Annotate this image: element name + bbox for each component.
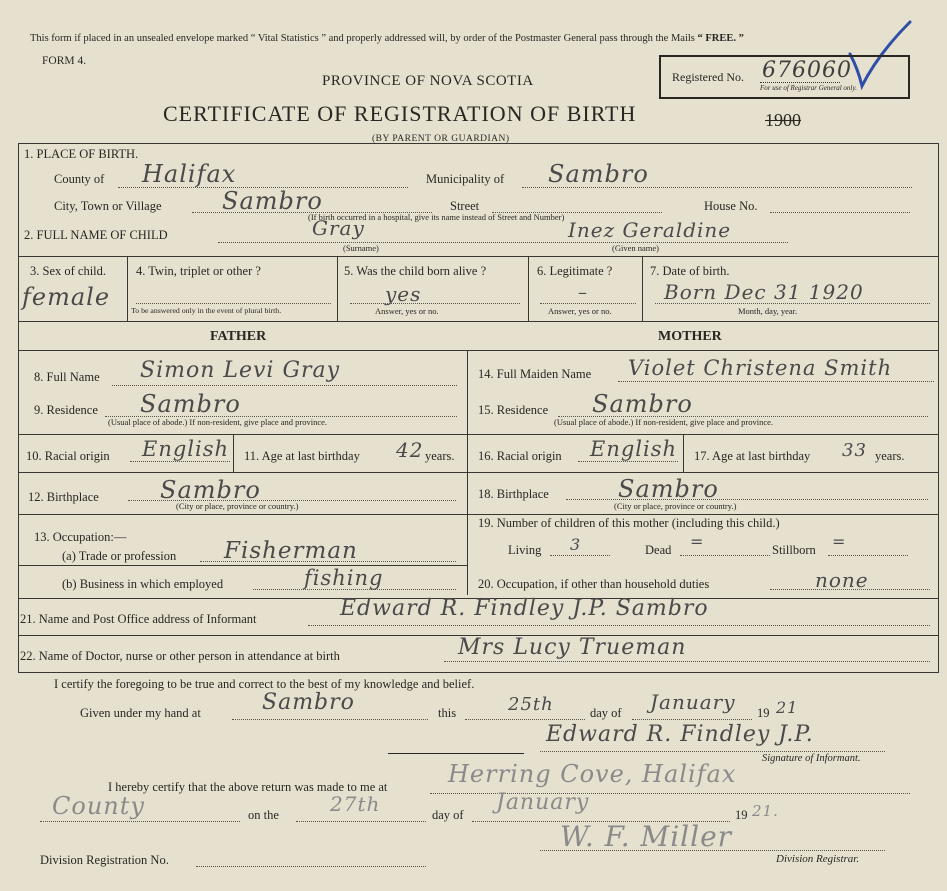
father-birthplace-note: (City or place, province or country.) xyxy=(176,501,299,511)
child-name-label: 2. FULL NAME OF CHILD xyxy=(24,228,168,242)
given-month-value: January xyxy=(650,690,736,714)
divider xyxy=(18,472,938,473)
father-name-line xyxy=(112,385,457,386)
alive-line xyxy=(350,303,520,304)
given-name-note: (Given name) xyxy=(612,243,659,253)
on-the-label: on the xyxy=(248,808,279,822)
given-place-line xyxy=(232,719,428,720)
division-number-label: Division Registration No. xyxy=(40,853,169,867)
given-under-label: Given under my hand at xyxy=(80,706,201,720)
living-label: Living xyxy=(508,543,542,557)
signature-label: Signature of Informant. xyxy=(762,753,861,764)
division-number-line xyxy=(196,866,426,867)
alive-label: 5. Was the child born alive ? xyxy=(344,264,487,278)
registrar-county-value: County xyxy=(52,792,145,820)
living-line xyxy=(550,555,610,556)
province-title: PROVINCE OF NOVA SCOTIA xyxy=(322,73,534,89)
registrar-day-value: 27th xyxy=(330,792,381,816)
divider xyxy=(18,672,938,673)
registrar-signature-line xyxy=(540,850,885,851)
mother-birthplace-note: (City or place, province or country.) xyxy=(614,501,737,511)
dead-label: Dead xyxy=(645,543,672,557)
registrar-signature: W. F. Miller xyxy=(560,820,733,853)
mother-age-unit: years. xyxy=(875,449,905,463)
given-year-prefix: 19 xyxy=(757,706,770,720)
father-business-value: fishing xyxy=(304,566,384,590)
father-name-value: Simon Levi Gray xyxy=(140,358,341,383)
divider xyxy=(18,321,938,322)
city-value: Sambro xyxy=(222,187,323,215)
certificate-title: CERTIFICATE OF REGISTRATION OF BIRTH xyxy=(163,101,637,126)
sex-label: 3. Sex of child. xyxy=(30,264,107,278)
father-birthplace-label: 12. Birthplace xyxy=(28,490,99,504)
registrar-statement: I hereby certify that the above return was made to me at xyxy=(108,780,388,794)
registered-number: 676060 xyxy=(762,58,852,83)
registrar-use-note: For use of Registrar General only. xyxy=(760,84,857,92)
father-trade-value: Fisherman xyxy=(224,538,358,564)
county-value: Halifax xyxy=(142,160,237,188)
mother-residence-note: (Usual place of abode.) If non-resident, give place and province. xyxy=(554,417,774,427)
dob-value: Born Dec 31 1920 xyxy=(664,280,864,304)
twin-note: To be answered only in the event of plural birth. xyxy=(131,306,282,315)
box-divider xyxy=(233,434,234,472)
registrar-year-prefix: 19 xyxy=(735,808,748,822)
mother-racial-value: English xyxy=(590,437,678,461)
twin-label: 4. Twin, triplet or other ? xyxy=(136,264,261,278)
child-name-line xyxy=(218,242,788,243)
street-label: Street xyxy=(450,199,480,213)
dob-note: Month, day, year. xyxy=(738,306,798,316)
informant-value: Edward R. Findley J.P. Sambro xyxy=(340,596,709,621)
father-age-unit: years. xyxy=(425,449,455,463)
legitimate-note: Answer, yes or no. xyxy=(548,306,612,316)
legitimate-value: – xyxy=(578,282,588,303)
child-given-name: Inez Geraldine xyxy=(568,218,732,242)
informant-signature: Edward R. Findley J.P. xyxy=(546,722,814,747)
mother-age-value: 33 xyxy=(842,440,867,461)
attendant-value: Mrs Lucy Trueman xyxy=(458,635,687,660)
given-day-value: 25th xyxy=(508,694,554,715)
father-racial-value: English xyxy=(142,437,230,461)
mother-occupation-value: none xyxy=(815,568,869,592)
mother-name-line xyxy=(618,381,934,382)
registrar-day-line xyxy=(296,821,426,822)
father-residence-value: Sambro xyxy=(140,390,241,418)
father-residence-label: 9. Residence xyxy=(34,403,98,417)
stillborn-line xyxy=(828,555,908,556)
division-registrar-label: Division Registrar. xyxy=(776,853,860,865)
signature-line xyxy=(540,751,885,752)
father-racial-line xyxy=(130,461,230,462)
registrar-county-line xyxy=(40,821,240,822)
divider xyxy=(18,434,938,435)
mother-name-label: 14. Full Maiden Name xyxy=(478,367,592,381)
sex-value: female xyxy=(22,283,111,311)
father-age-label: 11. Age at last birthday xyxy=(244,449,360,463)
alive-value: yes xyxy=(385,282,422,306)
registrar-year-value: 21. xyxy=(752,802,779,820)
house-line xyxy=(770,212,910,213)
surname-note: (Surname) xyxy=(343,243,379,253)
father-residence-note: (Usual place of abode.) If non-resident, give place and province. xyxy=(108,417,328,427)
father-occupation-label: 13. Occupation:— xyxy=(34,530,127,544)
divider xyxy=(18,350,938,351)
mother-occupation-label: 20. Occupation, if other than household duties xyxy=(478,577,710,591)
father-business-label: (b) Business in which employed xyxy=(62,577,224,591)
house-label: House No. xyxy=(704,199,758,213)
mother-racial-label: 16. Racial origin xyxy=(478,449,562,463)
registered-line xyxy=(760,82,840,83)
mother-residence-value: Sambro xyxy=(592,390,693,418)
divider xyxy=(18,256,938,257)
informant-label: 21. Name and Post Office address of Informant xyxy=(20,612,257,626)
mother-racial-line xyxy=(578,461,678,462)
city-label: City, Town or Village xyxy=(54,199,162,213)
mother-birthplace-value: Sambro xyxy=(618,475,719,503)
dob-label: 7. Date of birth. xyxy=(650,264,730,278)
alive-note: Answer, yes or no. xyxy=(375,306,439,316)
registrar-place-value: Herring Cove, Halifax xyxy=(448,760,737,788)
mother-birthplace-label: 18. Birthplace xyxy=(478,487,549,501)
municipality-value: Sambro xyxy=(548,160,649,188)
registrar-day-of-label: day of xyxy=(432,808,464,822)
attendant-line xyxy=(444,661,930,662)
father-age-value: 42 xyxy=(396,438,424,462)
this-label: this xyxy=(438,706,457,720)
stillborn-value: = xyxy=(832,532,847,551)
box-divider xyxy=(642,256,643,321)
municipality-label: Municipality of xyxy=(426,172,505,186)
mother-age-label: 17. Age at last birthday xyxy=(694,449,811,463)
frame-left xyxy=(18,143,19,673)
given-day-line xyxy=(465,719,585,720)
mother-name-value: Violet Christena Smith xyxy=(628,356,893,380)
informant-line xyxy=(308,625,930,626)
attendant-label: 22. Name of Doctor, nurse or other person in attendance at birth xyxy=(20,649,340,663)
mail-notice: This form if placed in an unsealed envelope marked “ Vital Statistics ” and properly addressed will, by order of the Postmaster General pass through the Mails “ FREE. ” xyxy=(30,33,744,44)
day-of-label: day of xyxy=(590,706,622,720)
given-place-value: Sambro xyxy=(262,690,355,715)
form-number: FORM 4. xyxy=(42,55,87,67)
legitimate-line xyxy=(540,303,636,304)
box-divider xyxy=(528,256,529,321)
dob-line xyxy=(655,303,930,304)
divider xyxy=(18,143,938,144)
father-birthplace-value: Sambro xyxy=(160,476,261,504)
living-value: 3 xyxy=(570,535,582,554)
separator-rule xyxy=(388,753,524,754)
mother-children-label: 19. Number of children of this mother (including this child.) xyxy=(478,516,780,530)
registered-label: Registered No. xyxy=(672,70,744,84)
father-racial-label: 10. Racial origin xyxy=(26,449,110,463)
given-month-line xyxy=(632,719,752,720)
certification-statement: I certify the foregoing to be true and correct to the best of my knowledge and belief. xyxy=(54,677,475,691)
hospital-note: (If birth occurred in a hospital, give its name instead of Street and Number) xyxy=(308,212,565,222)
registrar-month-value: January xyxy=(496,790,590,815)
father-name-label: 8. Full Name xyxy=(34,370,100,384)
mother-residence-label: 15. Residence xyxy=(478,403,549,417)
stillborn-label: Stillborn xyxy=(772,543,816,557)
certificate-subtitle: (BY PARENT OR GUARDIAN) xyxy=(372,134,510,144)
twin-line xyxy=(136,303,331,304)
given-year-value: 21 xyxy=(776,698,799,717)
frame-right xyxy=(938,143,939,673)
place-of-birth-heading: 1. PLACE OF BIRTH. xyxy=(24,147,139,161)
mother-heading: MOTHER xyxy=(658,329,722,344)
dead-value: = xyxy=(690,532,705,551)
county-label: County of xyxy=(54,172,105,186)
dead-line xyxy=(680,555,770,556)
box-divider xyxy=(683,434,684,472)
divider xyxy=(18,514,938,515)
father-trade-label: (a) Trade or profession xyxy=(62,549,177,563)
box-divider xyxy=(337,256,338,321)
child-surname: Gray xyxy=(312,216,365,240)
father-heading: FATHER xyxy=(210,329,267,344)
title-year: 1900 xyxy=(765,110,801,130)
box-divider xyxy=(127,256,128,321)
divider xyxy=(18,565,468,566)
legitimate-label: 6. Legitimate ? xyxy=(537,264,613,278)
